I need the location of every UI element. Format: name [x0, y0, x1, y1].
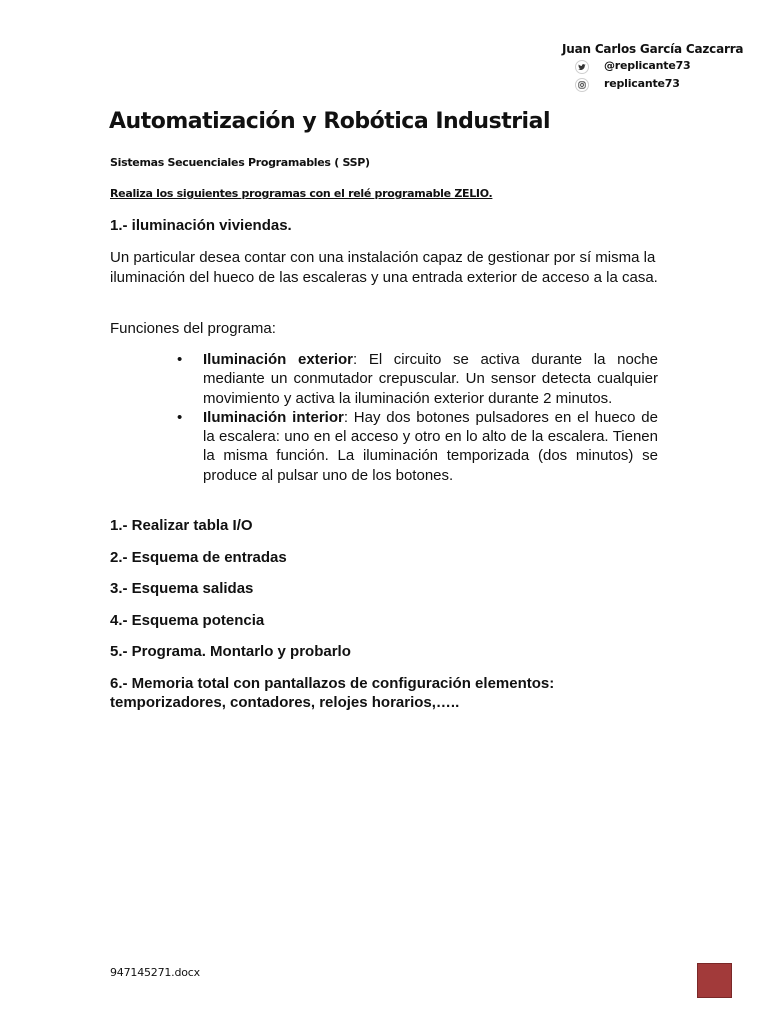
section-intro: Un particular desea contar con una instalación capaz de gestionar por sí misma la iluminación del hueco de las escaleras y una entrada exterior de acceso a la casa. [110, 249, 658, 286]
document-instruction: Realiza los siguientes programas con el relé programable ZELIO. [110, 187, 493, 200]
task-item: 1.- Realizar tabla I/O [110, 517, 253, 534]
footer-badge [697, 963, 732, 998]
footer-filename: 947145271.docx [110, 966, 200, 979]
task-item: 2.- Esquema de entradas [110, 549, 287, 566]
twitter-handle: @replicante73 [604, 59, 691, 72]
function-description: : El circuito se activa durante la noche mediante un conmutador crepuscular. Un sensor detecta cualquier movimiento y activa la iluminación exterior durante 2 minutos. [203, 351, 658, 407]
function-description: : Hay dos botones pulsadores en el hueco de la escalera: uno en el acceso y otro en lo alto de la escalera. Tienen la misma función. La iluminación temporizada (dos minutos) se produce al pulsar uno de los botones. [203, 408, 658, 484]
function-term: Iluminación interior [203, 408, 344, 426]
bullet-icon: • [177, 351, 183, 368]
task-item: 6.- Memoria total con pantallazos de configuración elementos: temporizadores, contadores, relojes horarios,….. [110, 675, 555, 711]
author-name: Juan Carlos García Cazcarra [562, 42, 744, 56]
instagram-handle: replicante73 [604, 77, 680, 90]
task-item: 4.- Esquema potencia [110, 612, 265, 629]
function-item-exterior [170, 350, 658, 408]
task-item: 5.- Programa. Montarlo y probarlo [110, 643, 351, 660]
twitter-row [575, 59, 735, 75]
section-heading: 1.- iluminación viviendas. [110, 217, 292, 234]
document-subtitle: Sistemas Secuenciales Programables ( SSP) [110, 156, 370, 169]
functions-label: Funciones del programa: [110, 320, 276, 337]
instagram-row [575, 77, 735, 93]
task-item: 3.- Esquema salidas [110, 580, 254, 597]
function-term: Iluminación exterior [203, 351, 354, 368]
instagram-icon [575, 78, 589, 92]
document-title: Automatización y Robótica Industrial [109, 109, 550, 134]
bullet-icon: • [177, 408, 183, 426]
twitter-icon [575, 60, 589, 74]
functions-list [170, 350, 658, 485]
function-item-interior [170, 408, 658, 485]
